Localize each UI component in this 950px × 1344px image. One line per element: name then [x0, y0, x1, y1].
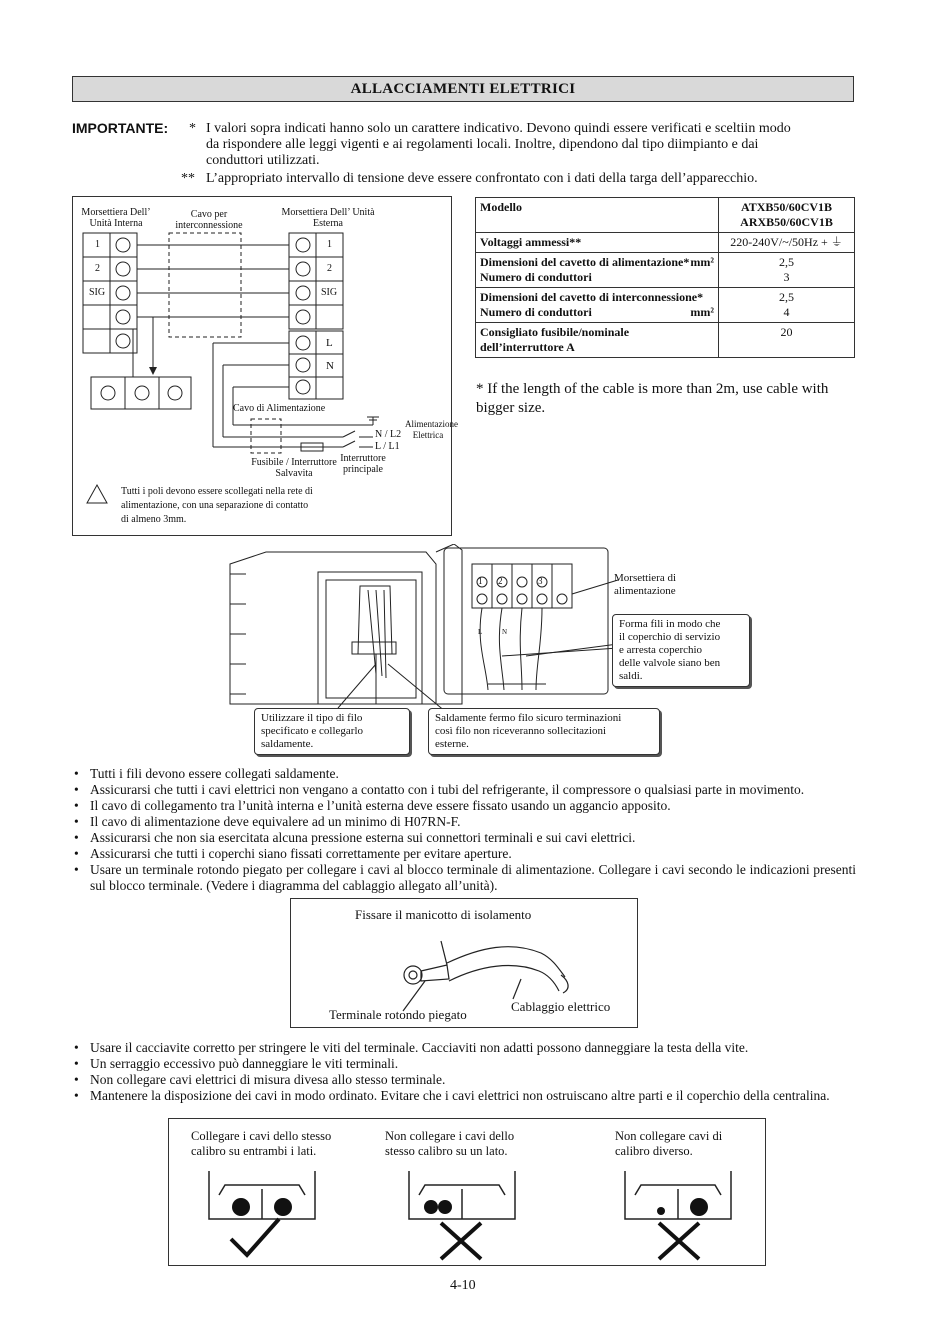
important-label: IMPORTANTE:: [72, 120, 169, 136]
callout-clamp: Saldamente fermo filo sicuro terminazioni così filo non riceveranno sollecitazioni esterne.: [428, 708, 660, 755]
wire-gauge-comparison: [168, 1118, 766, 1266]
table-cell: 220-240V/~/50Hz + ⏚: [719, 233, 855, 253]
table-cell: 2,5 3: [719, 253, 855, 288]
sleeve-label: Fissare il manicotto di isolamento: [355, 907, 532, 922]
note-marker: *: [189, 121, 196, 136]
cell-label: Numero di conduttori: [480, 305, 592, 319]
list-item: • Il cavo di collegamento tra l’unità interna e l’unità esterna deve essere fissato usando un aggancio apposito.: [72, 798, 856, 814]
terminal-figure: [290, 898, 638, 1028]
n-l2-label: N / L2: [375, 429, 402, 440]
important-note-2: [206, 171, 856, 187]
spec-table: [475, 197, 855, 358]
cross-mark: [659, 1223, 699, 1259]
power-cable-label: Cavo di Alimentazione: [233, 403, 326, 414]
note-line: da rispondere alle leggi vigenti e ai regolamenti locali. Inoltre, dipendono dal tipo diimpianto e dai: [206, 137, 759, 152]
important-note-1: [206, 121, 856, 169]
note-line: conduttori utilizzati.: [206, 153, 320, 168]
table-row: [476, 198, 855, 233]
list-item: • Un serraggio eccessivo può danneggiare le viti terminali.: [72, 1056, 856, 1072]
table-cell: [476, 288, 719, 323]
indoor-terminal-sig: SIG: [89, 287, 106, 298]
list-item: • Usare il cacciavite corretto per stringere le viti del terminale. Cacciaviti non adatti possono danneggiare la testa della vite.: [72, 1040, 856, 1056]
table-row: [476, 323, 855, 358]
comparison-svg: [169, 1119, 765, 1265]
warning-text: Tutti i poli devono essere scollegati nella rete di alimentazione, con una separazione di contatto di almeno 3mm.: [121, 486, 313, 525]
terminal-n: N: [326, 360, 334, 372]
bent-terminal-label: Terminale rotondo piegato: [329, 1007, 467, 1022]
list-item: • Assicurarsi che tutti i coperchi siano fissati correttamente per evitare aperture.: [72, 846, 856, 862]
page-number: 4-10: [450, 1278, 476, 1293]
outdoor-terminal-sig: SIG: [321, 287, 338, 298]
note-line: I valori sopra indicati hanno solo un carattere indicativo. Devono quindi essere verificati e sceltiin modo: [206, 121, 791, 136]
cell-label: Dimensioni del cavetto di interconnessione*: [480, 290, 704, 304]
terminal-number-2: 2: [498, 576, 503, 586]
main-switch-label: Interruttore principale: [340, 453, 386, 475]
indoor-terminal-1: 1: [95, 239, 100, 250]
list-item: • Tutti i fili devono essere collegati saldamente.: [72, 766, 856, 782]
table-cell: 2,5 4: [719, 288, 855, 323]
callout-wire-shape: Forma fili in modo che il coperchio di servizio e arresta coperchio delle valvole siano ben saldi.: [612, 614, 750, 687]
terminal-number-3: 3: [538, 576, 543, 586]
table-row: [476, 233, 855, 253]
cell-label: Numero di conduttori: [480, 270, 592, 284]
section-title: ALLACCIAMENTI ELETTRICI: [72, 76, 854, 102]
table-cell: Consigliato fusibile/nominale dell’interruttore A: [476, 323, 719, 358]
list-item: • Assicurarsi che non sia esercitata alcuna pressione esterna sui connettori terminali e sui cavi elettrici.: [72, 830, 856, 846]
outdoor-terminal-2: 2: [327, 263, 332, 274]
comparison-label-3: Non collegare cavi di calibro diverso.: [615, 1129, 723, 1158]
cable-length-note: [476, 380, 856, 418]
footnote-marker: *: [476, 381, 484, 397]
comparison-label-2: Non collegare i cavi dello stesso calibro su un lato.: [385, 1129, 515, 1158]
note-marker: **: [181, 171, 195, 186]
list-item: • Assicurarsi che tutti i cavi elettrici non vengano a contatto con i tubi del refrigerante, il compressore o qualsiasi parte in movimento.: [72, 782, 856, 798]
electric-wiring-label: Cablaggio elettrico: [511, 999, 611, 1014]
note-line: L’appropriato intervallo di tensione deve essere confrontato con i dati della targa dell’apparecchio.: [206, 171, 758, 186]
fuse-label: Fusibile / Interruttore Salvavita: [251, 457, 337, 479]
list-item: • Il cavo di alimentazione deve equivalere ad un minimo di H07RN-F.: [72, 814, 856, 830]
indoor-terminal-2: 2: [95, 263, 100, 274]
indoor-terminal-label: Morsettiera Dell’ Unità Interna: [81, 207, 151, 229]
table-cell: Voltaggi ammessi**: [476, 233, 719, 253]
outdoor-terminal-1: 1: [327, 239, 332, 250]
list-item: • Mantenere la disposizione dei cavi in modo ordinato. Evitare che i cavi elettrici non ostruiscano altre parti e il coperchio della centralina.: [72, 1088, 856, 1104]
cell-label: Dimensioni del cavetto di alimentazione*: [480, 255, 690, 269]
table-cell: [476, 253, 719, 288]
wiring-diagram: [72, 196, 458, 536]
table-cell: 20: [719, 323, 855, 358]
terminal-l: L: [326, 337, 333, 349]
table-row: [476, 288, 855, 323]
terminal-letter-l: L: [478, 628, 483, 636]
l-l1-label: L / L1: [375, 441, 400, 452]
wiring-rules-list: [72, 766, 856, 894]
list-item: • Usare un terminale rotondo piegato per collegare i cavi al blocco terminale di alimentazione. Collegare i cavi secondo le indicazioni presenti sul blocco terminale. (Vedere i diagramma del cablaggio allegato all’unità).: [72, 862, 856, 894]
cell-unit: mm²: [690, 255, 714, 269]
interconnection-cable-label: Cavo per interconnessione: [175, 209, 243, 231]
screw-rules-list: [72, 1040, 856, 1104]
outdoor-terminal-label: Morsettiera Dell’ Unità Esterna: [281, 207, 375, 229]
comparison-label-1: Collegare i cavi dello stesso calibro su entrambi i lati.: [191, 1129, 332, 1158]
power-supply-label: Alimentazione Elettrica: [405, 419, 458, 440]
terminal-letter-n: N: [502, 628, 508, 636]
callout-terminal-block: Morsettiera di alimentazione: [614, 572, 677, 597]
list-item: • Non collegare cavi elettrici di misura divesa allo stesso terminale.: [72, 1072, 856, 1088]
check-mark: [231, 1219, 279, 1255]
table-cell: Modello: [476, 198, 719, 233]
table-row: [476, 253, 855, 288]
callout-wire-type: Utilizzare il tipo di filo specificato e collegarlo saldamente.: [254, 708, 410, 755]
footnote-text: If the length of the cable is more than 2m, use cable with bigger size.: [476, 381, 829, 416]
cell-unit: mm²: [690, 305, 714, 319]
table-cell: ATXB50/60CV1B ARXB50/60CV1B: [719, 198, 855, 233]
cross-mark: [441, 1223, 481, 1259]
terminal-number-1: 1: [478, 576, 483, 586]
